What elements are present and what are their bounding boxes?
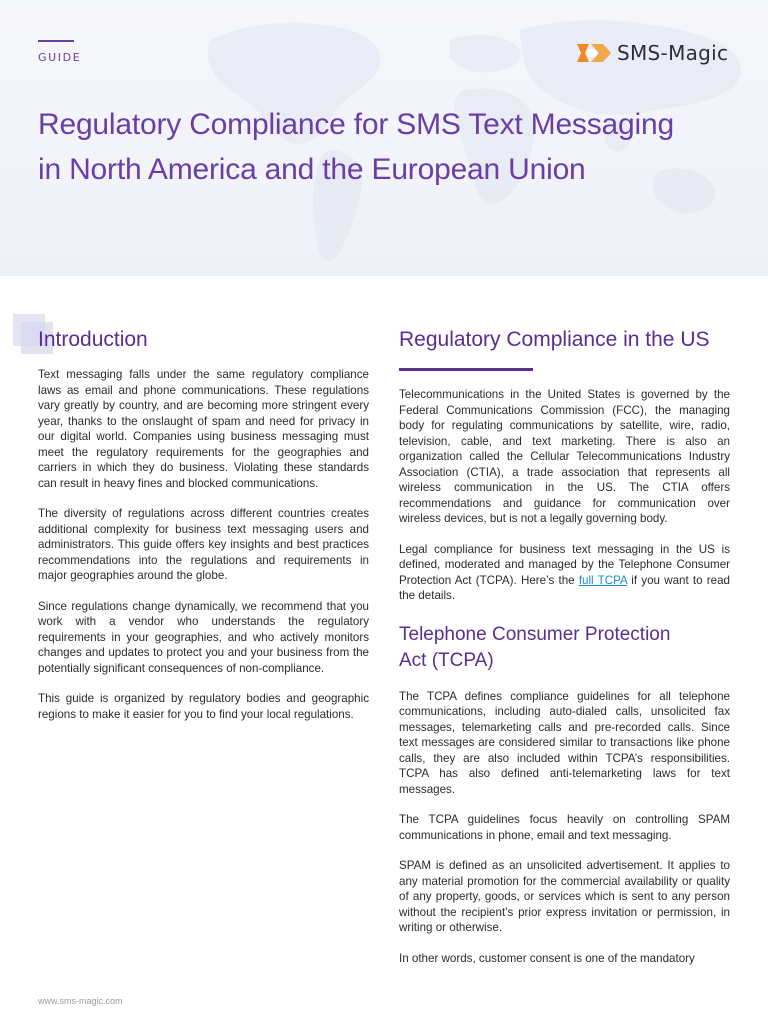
tcpa-paragraph-4: In other words, customer consent is one of the mandatory	[399, 951, 695, 965]
us-compliance-heading: Regulatory Compliance in the US	[399, 328, 710, 351]
guide-label: GUIDE	[38, 51, 82, 64]
us-paragraph-1: Telecommunications in the United States is governed by the Federal Communications Commission (FCC), the managing body for regulating communications by satellite, wire, radio, television, cable, and text marketing. There is also an organization called the Cellular Telecommunications Industry Association (CTIA), a trade association that represents all wireless communication in the US. The CTIA offers recommendations and guidance for communication over wireless devices, but is not a legally governing body.	[399, 388, 730, 525]
us-compliance-section	[399, 326, 730, 966]
footer-url[interactable]: www.sms-magic.com	[38, 996, 123, 1006]
intro-paragraph-1: Text messaging falls under the same regulatory compliance laws as email and phone communications. These regulations vary greatly by country, and are becoming more stringent every year, thanks to the onslaught of spam and need for privacy in our digital world. Companies using business messaging must meet the regulatory requirements for the geographies and carriers in which they do business. Violating these standards can result in heavy fines and blocked communications.	[38, 368, 369, 490]
title-line-1: Regulatory Compliance for SMS Text Messaging	[38, 108, 674, 141]
tcpa-heading-line-2: Act (TCPA)	[399, 649, 494, 671]
title-line-2: in North America and the European Union	[38, 153, 586, 186]
introduction-section	[38, 326, 369, 722]
intro-paragraph-2: The diversity of regulations across different countries creates additional complexity for business text messaging users and administrators. This guide offers key insights and best practices recommendations into the regulations and requirements in major geographies around the globe.	[38, 507, 369, 582]
us-paragraph-2-text-a: Legal compliance for business text messaging in the US is defined, moderated and managed by the Telephone Consumer Protection Act (TCPA). Here’s the	[399, 542, 730, 587]
heading-accent-rule	[399, 368, 533, 371]
tcpa-heading	[399, 622, 730, 674]
intro-paragraph-3: Since regulations change dynamically, we recommend that you work with a vendor who understands the regulatory requirements in your geographies, and who actively monitors changes and updates to protect you and your business from the potentially significant consequences of non-compliance.	[38, 599, 369, 675]
intro-paragraph-4: This guide is organized by regulatory bodies and geographic regions to make it easier for you to find your local regulations.	[38, 692, 369, 721]
tcpa-paragraph-2: The TCPA guidelines focus heavily on controlling SPAM communications in phone, email and text messaging.	[399, 813, 730, 842]
introduction-heading: Introduction	[38, 328, 148, 351]
hero-banner	[0, 0, 768, 276]
document-title	[38, 102, 718, 192]
full-tcpa-link[interactable]: full TCPA	[578, 573, 628, 587]
us-paragraph-2	[399, 542, 730, 604]
brand-name: SMS-Magic	[617, 41, 729, 65]
guide-rule	[38, 40, 74, 42]
tcpa-paragraph-1: The TCPA defines compliance guidelines for all telephone communications, including auto-dialed calls, unsolicited fax messages, telemarketing calls and pre-recorded calls. Since text messages are considered similar to transactions like phone calls, they are also included within TCPA’s responsibilities. TCPA has also defined anti-telemarketing laws for text messages.	[399, 689, 730, 796]
tcpa-heading-line-1: Telephone Consumer Protection	[399, 623, 671, 645]
brand-logo[interactable]	[575, 40, 728, 66]
us-paragraph-2-text-b: if you want to read the details.	[399, 573, 730, 602]
tcpa-paragraph-3: SPAM is defined as an unsolicited advertisement. It applies to any material promotion for the commercial availability or quality of any property, goods, or services which is sent to any person without the recipient’s prior express invitation or permission, in writing or otherwise.	[399, 859, 730, 934]
sms-magic-logo-icon	[575, 40, 613, 66]
